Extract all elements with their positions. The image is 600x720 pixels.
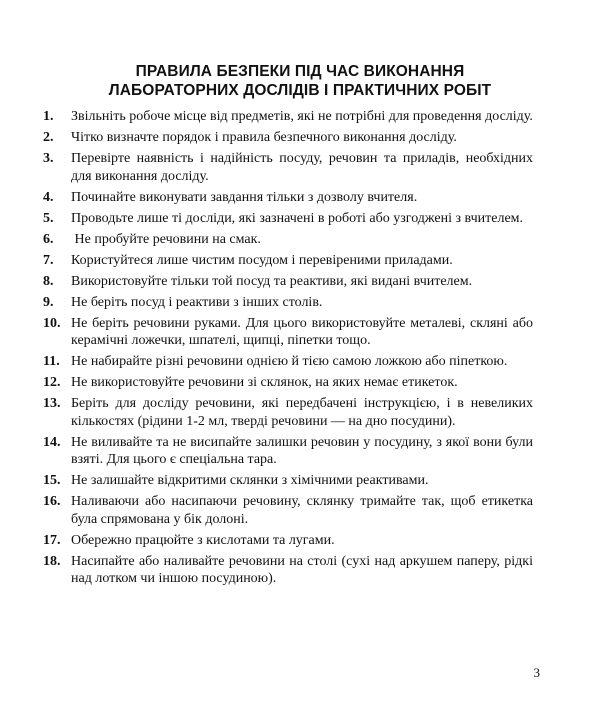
rule-number: 1. bbox=[43, 109, 54, 124]
rule-number: 14. bbox=[43, 434, 61, 450]
title-line-2: ЛАБОРАТОРНИХ ДОСЛІДІВ І ПРАКТИЧНИХ РОБІТ bbox=[108, 82, 492, 99]
rule-text: Користуйтеся лише чистим посудом і перевіреними приладами. bbox=[71, 252, 453, 268]
rule-number: 3. bbox=[43, 151, 54, 166]
rule-number: 2. bbox=[43, 130, 54, 145]
page-number: 3 bbox=[533, 665, 540, 680]
rule-text: Звільніть робоче місце від предметів, які не потрібні для проведення досліду. bbox=[71, 109, 533, 124]
rule-number: 15. bbox=[43, 473, 61, 488]
rule-item bbox=[43, 108, 533, 126]
rule-item bbox=[43, 231, 533, 249]
rule-item bbox=[43, 273, 533, 291]
rule-text: Використовуйте тільки той посуд та реактиви, які видані вчителем. bbox=[71, 273, 473, 289]
rule-item bbox=[43, 129, 533, 147]
rule-text: Обережно працюйте з кислотами та лугами. bbox=[71, 532, 335, 548]
rule-item bbox=[43, 553, 533, 588]
rule-number: 16. bbox=[43, 494, 61, 509]
rule-text: Не беріть речовини руками. Для цього використовуйте металеві, скляні або керамічні ложечки, шпателі, щипці, піпетки тощо. bbox=[71, 315, 533, 348]
rule-number: 8. bbox=[43, 273, 54, 289]
rule-text: Беріть для досліду речовини, які передбачені інструкцією, і в невеликих кількостях (рідини 1-2 мл, тверді речовини — на дно посудини). bbox=[71, 396, 533, 429]
rule-number: 9. bbox=[43, 294, 54, 310]
rules-list bbox=[43, 108, 533, 591]
rule-item bbox=[43, 294, 533, 312]
rule-text: Не беріть посуд і реактиви з інших столів. bbox=[71, 294, 323, 310]
rule-item bbox=[43, 532, 533, 550]
rule-number: 7. bbox=[43, 252, 54, 268]
rule-text: Проводьте лише ті досліди, які зазначені в роботі або узгоджені з вчителем. bbox=[71, 210, 524, 226]
title-line-1: ПРАВИЛА БЕЗПЕКИ ПІД ЧАС ВИКОНАННЯ bbox=[135, 63, 465, 80]
rule-text: Починайте виконувати завдання тільки з дозволу вчителя. bbox=[71, 189, 418, 205]
rule-text: Перевірте наявність і надійність посуду, речовин та приладів, необхідних для виконання досліду. bbox=[71, 151, 533, 184]
rule-item bbox=[43, 374, 533, 392]
rule-item bbox=[43, 315, 533, 350]
rule-text: Чітко визначте порядок і правила безпечного виконання досліду. bbox=[71, 130, 457, 145]
rule-text: Не набирайте різні речовини однією й тією самою ложкою або піпеткою. bbox=[71, 354, 508, 369]
rule-item bbox=[43, 434, 533, 469]
rule-item bbox=[43, 150, 533, 185]
rule-number: 10. bbox=[43, 315, 61, 331]
rule-number: 13. bbox=[43, 396, 61, 411]
rule-item bbox=[43, 189, 533, 207]
rule-number: 12. bbox=[43, 375, 61, 390]
rule-item bbox=[43, 210, 533, 228]
rule-item bbox=[43, 395, 533, 430]
rule-text: Наливаючи або насипаючи речовину, склянку тримайте так, щоб етикетка була спрямована у бік долоні. bbox=[71, 494, 533, 527]
rule-text: Не виливайте та не висипайте залишки речовин у посудину, з якої вони були взяті. Для цього є спеціальна тара. bbox=[71, 434, 533, 467]
page-title bbox=[0, 62, 600, 100]
rule-number: 17. bbox=[43, 532, 61, 548]
rule-number: 4. bbox=[43, 189, 54, 205]
rule-text: Не залишайте відкритими склянки з хімічними реактивами. bbox=[71, 473, 429, 488]
rule-item bbox=[43, 472, 533, 490]
rule-number: 11. bbox=[43, 354, 60, 369]
rule-number: 6. bbox=[43, 231, 54, 247]
rule-number: 18. bbox=[43, 553, 61, 569]
rule-item bbox=[43, 353, 533, 371]
rule-text: Насипайте або наливайте речовини на столі (сухі над аркушем паперу, рідкі над лотком чи іншою посудиною). bbox=[71, 553, 533, 586]
rule-item bbox=[43, 493, 533, 528]
rule-item bbox=[43, 252, 533, 270]
rule-text: Не використовуйте речовини зі склянок, на яких немає етикеток. bbox=[71, 375, 458, 390]
rule-number: 5. bbox=[43, 210, 54, 226]
rule-text: Не пробуйте речовини на смак. bbox=[71, 231, 261, 247]
